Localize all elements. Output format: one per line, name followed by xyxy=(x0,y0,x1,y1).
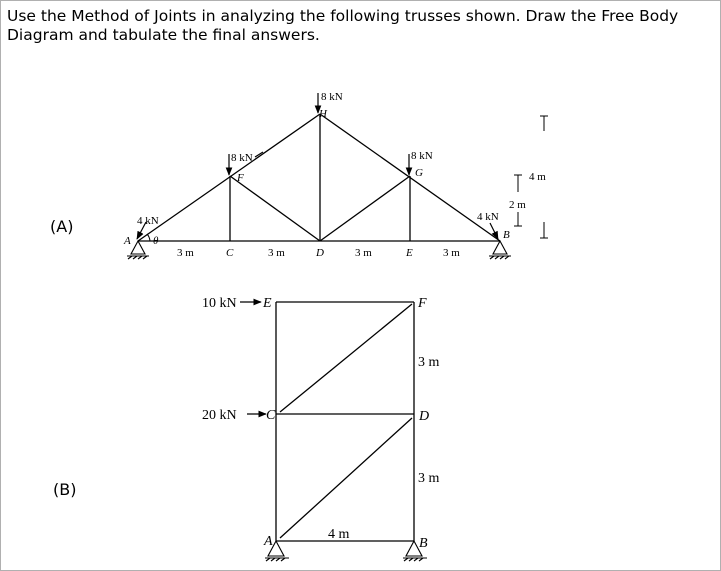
member-fd xyxy=(230,176,320,241)
truss-a-support-b xyxy=(489,241,511,259)
span-4-label: 3 m xyxy=(443,247,460,259)
span-1-label: 3 m xyxy=(177,247,194,259)
member-gd xyxy=(320,176,410,241)
joint-a-label-b: A xyxy=(264,534,273,549)
joint-e-label-b: E xyxy=(263,296,272,311)
dim-upper-label: 3 m xyxy=(418,355,440,370)
load-h-label: 8 kN xyxy=(321,91,343,103)
load-c-label: 20 kN xyxy=(202,408,237,423)
joint-g-label: G xyxy=(415,167,423,179)
load-f-label: 8 kN xyxy=(231,152,253,164)
dim-width-label: 4 m xyxy=(328,527,350,542)
load-g-label: 8 kN xyxy=(411,150,433,162)
part-b-label: (B) xyxy=(53,480,77,499)
height-lower-label: 2 m xyxy=(509,199,526,211)
joint-e-label: E xyxy=(406,247,413,259)
part-a-label: (A) xyxy=(50,217,74,236)
joint-f-label-b: F xyxy=(418,296,427,311)
joint-a-label: A xyxy=(124,235,131,247)
theta-label: θ xyxy=(153,235,159,247)
joint-f-label: F xyxy=(237,172,244,184)
joint-c-label: C xyxy=(226,247,234,259)
load-b-label: 4 kN xyxy=(477,211,499,223)
joint-h-label: H xyxy=(319,108,327,120)
height-upper-label: 4 m xyxy=(529,171,546,183)
span-3-label: 3 m xyxy=(355,247,372,259)
span-2-label: 3 m xyxy=(268,247,285,259)
joint-c-label-b: C xyxy=(266,408,276,423)
load-a-label: 4 kN xyxy=(137,215,159,227)
joint-b-label-b: B xyxy=(419,536,428,551)
joint-d-label: D xyxy=(316,247,324,259)
question-text: Use the Method of Joints in analyzing the following trusses shown. Draw the Free Body Diagram and tabulate the final answers. xyxy=(7,7,679,44)
truss-a xyxy=(138,114,500,241)
truss-b xyxy=(276,302,414,541)
load-e-label: 10 kN xyxy=(202,296,237,311)
joint-d-label-b: D xyxy=(419,409,430,424)
joint-b-label: B xyxy=(503,229,510,241)
member-ad xyxy=(280,418,412,538)
member-cf xyxy=(280,304,412,412)
dim-lower-label: 3 m xyxy=(418,471,440,486)
theta-arc xyxy=(147,234,150,241)
